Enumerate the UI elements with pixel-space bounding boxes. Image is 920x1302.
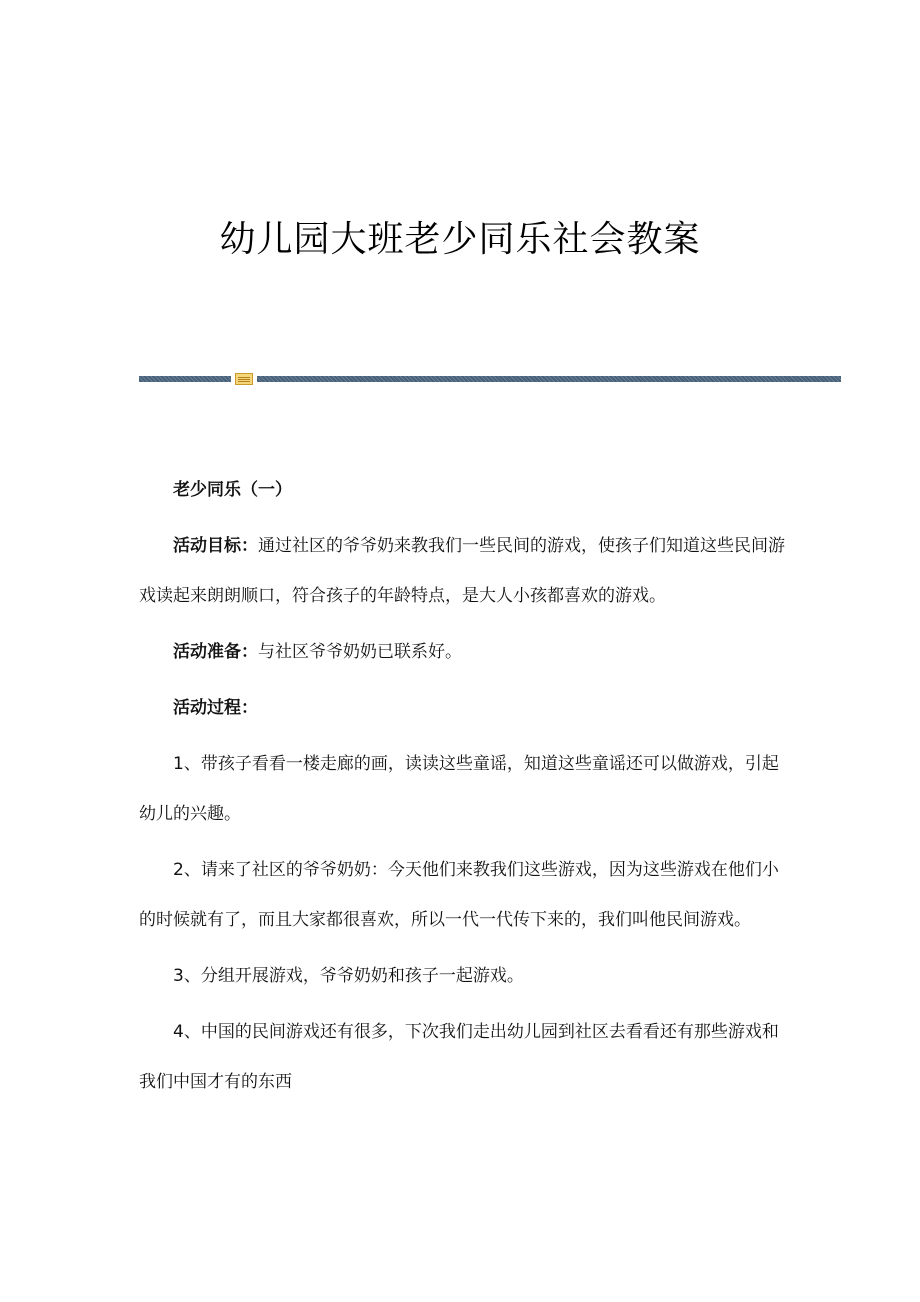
book-ornament-icon [235, 373, 253, 385]
page-title: 幼儿园大班老少同乐社会教案 [219, 219, 701, 260]
process-step: 2、请来了社区的爷爷奶奶：今天他们来教我们这些游戏，因为这些游戏在他们小的时候就有了，而且大家都很喜欢，所以一代一代传下来的，我们叫他民间游戏。 [139, 860, 779, 930]
goal-label: 活动目标： [173, 536, 258, 556]
prep-text: 与社区爷爷奶奶已联系好。 [258, 642, 462, 662]
section-heading: 老少同乐（一） [173, 480, 292, 500]
process-step: 4、中国的民间游戏还有很多，下次我们走出幼儿园到社区去看看还有那些游戏和我们中国才有的东西 [139, 1022, 779, 1092]
title-divider [139, 373, 841, 385]
activity-goal [139, 521, 789, 621]
process-step: 1、带孩子看看一楼走廊的画，读读这些童谣，知道这些童谣还可以做游戏，引起幼儿的兴趣。 [139, 754, 779, 824]
activity-preparation [139, 627, 789, 677]
divider-bar-left [139, 376, 231, 382]
process-heading: 活动过程： [173, 698, 258, 718]
goal-text: 通过社区的爷爷奶来教我们一些民间的游戏，使孩子们知道这些民间游戏读起来朗朗顺口，符合孩子的年龄特点，是大人小孩都喜欢的游戏。 [139, 536, 785, 606]
prep-label: 活动准备： [173, 642, 258, 662]
process-step: 3、分组开展游戏，爷爷奶奶和孩子一起游戏。 [173, 966, 524, 986]
document-body [139, 465, 789, 1113]
divider-bar-right [257, 376, 841, 382]
